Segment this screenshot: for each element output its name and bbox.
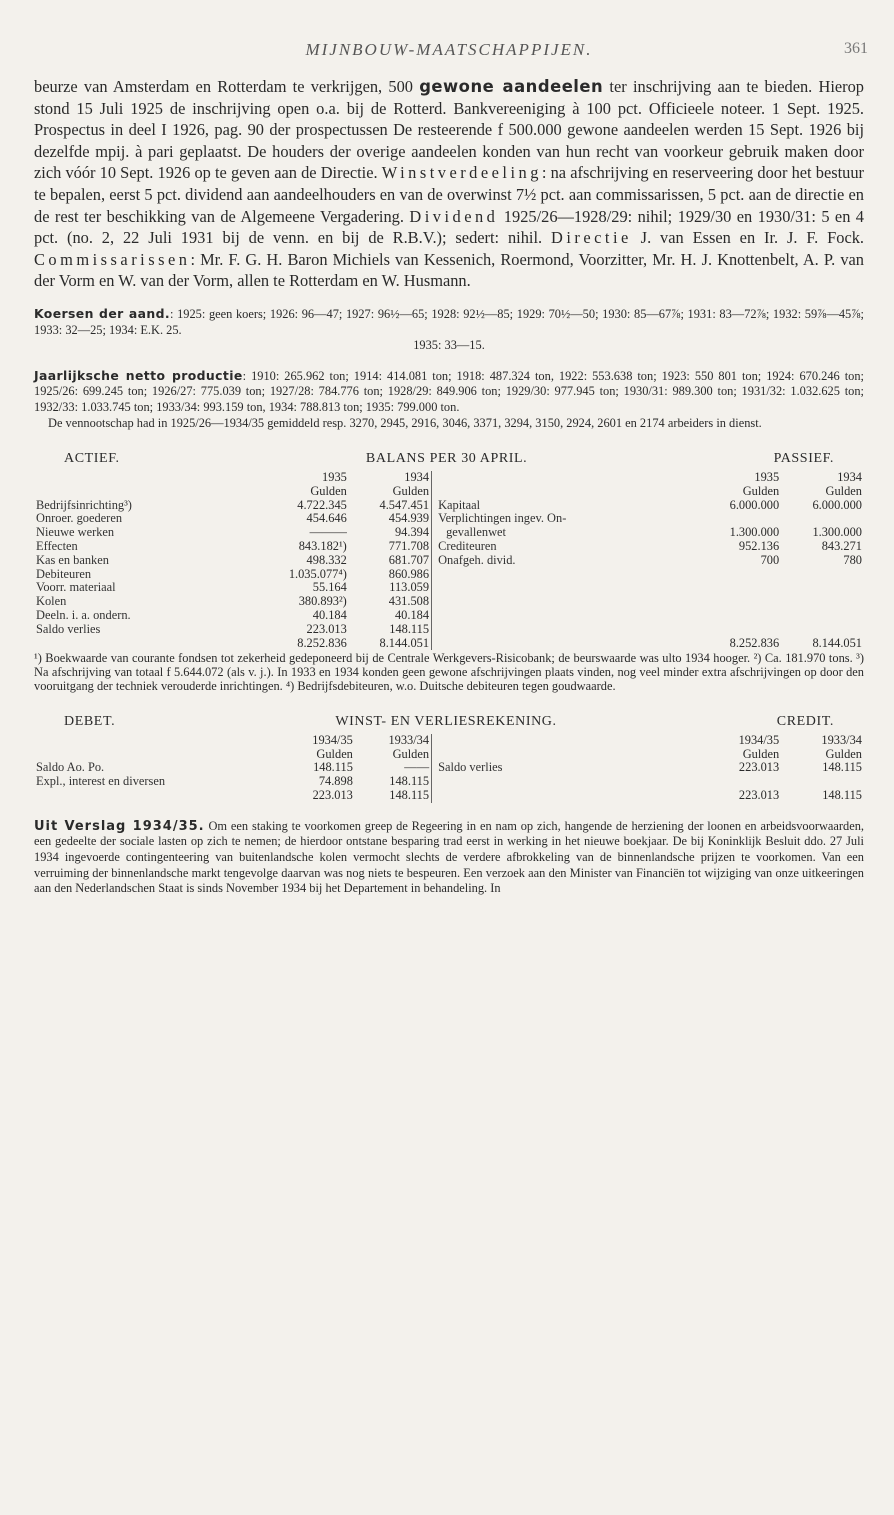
actief-label: Debiteuren — [36, 566, 92, 581]
unit-header: Gulden — [825, 483, 862, 498]
table-row — [34, 748, 864, 762]
debet-value: —— — [404, 760, 430, 775]
credit-value: 148.115 — [822, 760, 862, 775]
year-header: 1933/34 — [388, 732, 430, 747]
actief-label: Saldo verlies — [36, 621, 101, 636]
table-row — [34, 540, 864, 554]
text-run: beurze van Amsterdam en Rotterdam te verkrijgen, 500 — [34, 77, 420, 96]
balans-header — [34, 451, 864, 467]
verslag-block — [34, 819, 864, 897]
productie-label: Jaarlijksche netto productie — [34, 367, 243, 383]
actief-value: 860.986 — [388, 566, 430, 581]
actief-label: Bedrijfsinrichting³) — [36, 497, 132, 512]
koersen-label: Koersen der aand. — [34, 305, 171, 321]
actief-value: 681.707 — [388, 552, 430, 567]
total-value: 8.252.836 — [729, 635, 780, 650]
arbeiders-text: De vennootschap had in 1925/26—1934/35 gemiddeld resp. 3270, 2945, 2916, 3046, 3371, 3294, 3150, 2924, 2601 en 2174 arbeiders in dienst. — [48, 415, 762, 430]
actief-value: 223.013 — [306, 621, 347, 636]
unit-header: Gulden — [825, 746, 862, 761]
verslag-text: Om een staking te voorkomen greep de Regeering in en nam op zich, hangende de herziening der loonen en arbeidsvoorwaarden, een gedeelte der sociale lasten op zich te nemen; de hierdoor ontstane besparing trad eerst in werking in het nieuwe boekjaar. De bij Koninklijk Besluit ddo. 27 Juli 1934 ingevoerde contingenteering van buitenlandsche kolen vermocht slechts de verdere afbrokkeling van de binnenlandsche prijzen te voorkomen. Van een verruiming der binnenlandsche markt tengevolge daarvan was nog niets te bespeuren. Een verzoek aan den Minister van Financiën tot wijziging van onze uitkeeringen aan den Nederlandschen Staat is sinds November 1934 bij het Departement in behandeling. In — [34, 818, 865, 896]
debet-label: Expl., interest en diversen — [36, 774, 166, 789]
debet-label: Saldo Ao. Po. — [36, 760, 105, 775]
actief-value: 843.182¹) — [298, 539, 347, 554]
balans-notes — [34, 652, 864, 693]
text-run: ter inschrijving aan te bieden. Hierop stond 15 Juli 1925 de inschrijving open o.a. bij de Rotterd. Bankvereeniging à 100 pct. Officieele noteer. 1 Sept. 1925. Prospectus in deel I 1926, pag. 90 der prospectussen De resteerende f 500.000 gewone aandeelen werden 15 Sept. 1926 bij dezelfde mpij. à pari geplaatst. De houders der overige aandeelen konden van hun recht van voorkeur gebruik maken door zich vóór 10 Sept. 1926 op te geven aan de Directie. — [34, 77, 864, 183]
debet-value: 148.115 — [389, 774, 430, 789]
koersen-block — [34, 306, 864, 354]
credit-heading: CREDIT. — [776, 713, 834, 729]
spaced-term: Dividend — [409, 206, 499, 226]
actief-value: 431.508 — [388, 594, 430, 609]
winst-table — [34, 734, 864, 803]
passief-label: gevallenwet — [446, 525, 506, 540]
unit-header: Gulden — [392, 483, 430, 498]
year-header: 1933/34 — [821, 732, 862, 747]
spaced-term: Winstverdeeling — [381, 163, 542, 183]
running-title: MIJNBOUW-MAATSCHAPPIJEN. — [305, 40, 593, 59]
table-row — [34, 734, 864, 748]
actief-value: 1.035.077⁴) — [288, 566, 347, 581]
table-row — [34, 568, 864, 582]
actief-value: 40.184 — [312, 608, 347, 623]
balans-title: BALANS PER 30 APRIL. — [365, 451, 528, 467]
total-value: 148.115 — [389, 788, 430, 803]
winst-section — [34, 714, 864, 803]
debet-value: 74.898 — [318, 774, 353, 789]
total-value: 8.144.051 — [812, 635, 862, 650]
actief-value: ——— — [309, 525, 347, 540]
unit-header: Gulden — [742, 483, 780, 498]
table-row — [34, 485, 864, 499]
table-row — [34, 609, 864, 623]
actief-value: 40.184 — [394, 608, 430, 623]
table-row — [34, 512, 864, 526]
actief-label: Kolen — [36, 594, 67, 609]
unit-header: Gulden — [316, 746, 353, 761]
total-value: 8.252.836 — [297, 635, 347, 650]
passief-label: Onafgeh. divid. — [438, 552, 516, 567]
balans-section — [34, 451, 864, 694]
total-value: 148.115 — [822, 788, 862, 803]
spaced-term: Commissarissen — [34, 249, 191, 269]
credit-value: 223.013 — [738, 760, 780, 775]
productie-text: : 1910: 265.962 ton; 1914: 414.081 ton; 1918: 487.324 ton, 1922: 553.638 ton; 1923: 550 801 ton; 1924: 670.246 ton; 1925/26: 699.245 ton; 1926/27: 775.039 ton; 1927/28: 784.776 ton; 1928/29: 849.906 ton; 1929/30: 977.945 ton; 1930/31: 989.300 ton; 1931/32: 1.032.625 ton; 1932/33: 1.033.745 ton; 1933/34: 993.159 ton, 1934: 788.813 ton; 1935: 799.000 ton. — [34, 368, 864, 414]
table-row — [34, 526, 864, 540]
actief-value: 454.939 — [388, 511, 430, 526]
actief-label: Deeln. i. a. ondern. — [36, 608, 131, 623]
passief-value — [781, 512, 864, 526]
actief-value: 771.708 — [388, 539, 430, 554]
debet-value: 148.115 — [313, 760, 353, 775]
total-value: 8.144.051 — [379, 635, 430, 650]
year-header: 1934/35 — [312, 732, 353, 747]
table-row — [34, 595, 864, 609]
actief-value: 498.332 — [306, 552, 347, 567]
main-paragraph — [34, 76, 864, 292]
actief-value: 148.115 — [389, 621, 430, 636]
spaced-term: Directie — [551, 228, 632, 248]
unit-header: Gulden — [310, 483, 347, 498]
passief-label: Crediteuren — [438, 539, 497, 554]
page-number: 361 — [844, 40, 868, 57]
year-header: 1935 — [754, 470, 780, 485]
table-row — [34, 471, 864, 485]
actief-label: Nieuwe werken — [36, 525, 115, 540]
unit-header: Gulden — [742, 746, 780, 761]
total-value: 223.013 — [738, 788, 780, 803]
actief-label: Voorr. materiaal — [36, 580, 116, 595]
table-row — [34, 499, 864, 513]
text-run: : na afschrijving en reserveering door het bestuur te bepalen, eerst 5 pct. dividend aan aandeelhouders en van de overwinst 7½ pct. aan commissarissen, 5 pct. aan de directie en de rest ter beschikking van de Algemeene Vergadering. — [34, 163, 864, 226]
notes-text: ¹) Boekwaarde van courante fondsen tot zekerheid gedeponeerd bij de Centrale Werkgevers-Risicobank; de beurswaarde was ulto 1934 hooger. ²) Ca. 181.970 tons. ³) Na afschrijving van totaal f 5.644.072 (als v. j.). In 1933 en 1934 konden geen gewone afschrijvingen plaats vinden, nog veel minder extra afschrijvingen op door den vooruitgang der techniek verouderde inrichtingen. ⁴) Bedrijfsdebiteuren, w.o. Duitsche debiteuren tegen goudwaarde. — [34, 651, 864, 694]
total-row — [34, 789, 864, 803]
unit-header: Gulden — [392, 746, 430, 761]
actief-heading: ACTIEF. — [64, 451, 120, 467]
text-run: : Mr. F. G. H. Baron Michiels van Kessenich, Roermond, Voorzitter, Mr. H. J. Knottenbelt, A. P. van der Vorm en W. van der Vorm, allen te Rotterdam en W. Husmann. — [34, 249, 864, 291]
actief-value: 55.164 — [312, 580, 347, 595]
year-header: 1934/35 — [738, 732, 780, 747]
passief-value: 843.271 — [821, 539, 862, 554]
total-row — [34, 637, 864, 651]
actief-label: Onroer. goederen — [36, 511, 123, 526]
passief-heading: PASSIEF. — [773, 451, 834, 467]
verslag-label: Uit Verslag 1934/35. — [34, 818, 205, 834]
actief-value: 4.722.345 — [297, 497, 347, 512]
total-value: 223.013 — [312, 788, 353, 803]
table-row — [34, 761, 864, 775]
table-row — [34, 775, 864, 789]
passief-label: Kapitaal — [438, 497, 481, 512]
winst-header — [34, 714, 864, 730]
running-header — [34, 40, 868, 70]
passief-value: 6.000.000 — [729, 497, 780, 512]
year-header: 1934 — [837, 470, 862, 485]
actief-label: Effecten — [36, 539, 78, 554]
passief-value: 6.000.000 — [812, 497, 862, 512]
passief-label: Verplichtingen ingev. On- — [438, 511, 567, 526]
table-row — [34, 554, 864, 568]
actief-value: 454.646 — [306, 511, 347, 526]
actief-label: Kas en banken — [36, 552, 109, 567]
year-header: 1934 — [404, 470, 430, 485]
actief-value: 94.394 — [394, 525, 430, 540]
passief-value: 780 — [843, 552, 862, 567]
debet-heading: DEBET. — [64, 713, 116, 729]
passief-value — [698, 512, 781, 526]
passief-value: 1.300.000 — [812, 525, 862, 540]
year-header: 1935 — [322, 470, 347, 485]
balans-table — [34, 471, 864, 650]
winst-title: WINST- EN VERLIESREKENING. — [335, 713, 557, 729]
document-page — [34, 40, 868, 897]
actief-value: 380.893²) — [298, 594, 347, 609]
passief-value: 952.136 — [738, 539, 780, 554]
table-row — [34, 623, 864, 637]
koersen-text: : 1925: geen koers; 1926: 96—47; 1927: 96½—65; 1928: 92½—85; 1929: 70½—50; 1930: 85—67⅞; 1931: 83—72⅞; 1932: 59⅞—45⅞; 1933: 32—25; 1934: E.K. 25. — [34, 306, 864, 337]
text-run: 1925/26—1928/29: nihil; 1929/30 en 1930/31: 5 en 4 pct. (no. 2, 22 Juli 1931 bij de venn. en bij de R.B.V.); sedert: nihil. — [34, 206, 865, 248]
table-row — [34, 581, 864, 595]
bold-term: gewone aandeelen — [419, 77, 604, 96]
text-run: J. van Essen en Ir. J. F. Fock. — [631, 228, 865, 248]
productie-block — [34, 368, 864, 431]
actief-value: 113.059 — [389, 580, 430, 595]
passief-value: 700 — [760, 552, 780, 567]
koersen-last: 1935: 33—15. — [413, 338, 485, 353]
actief-value: 4.547.451 — [379, 497, 430, 512]
credit-label: Saldo verlies — [438, 760, 503, 775]
passief-value: 1.300.000 — [729, 525, 780, 540]
